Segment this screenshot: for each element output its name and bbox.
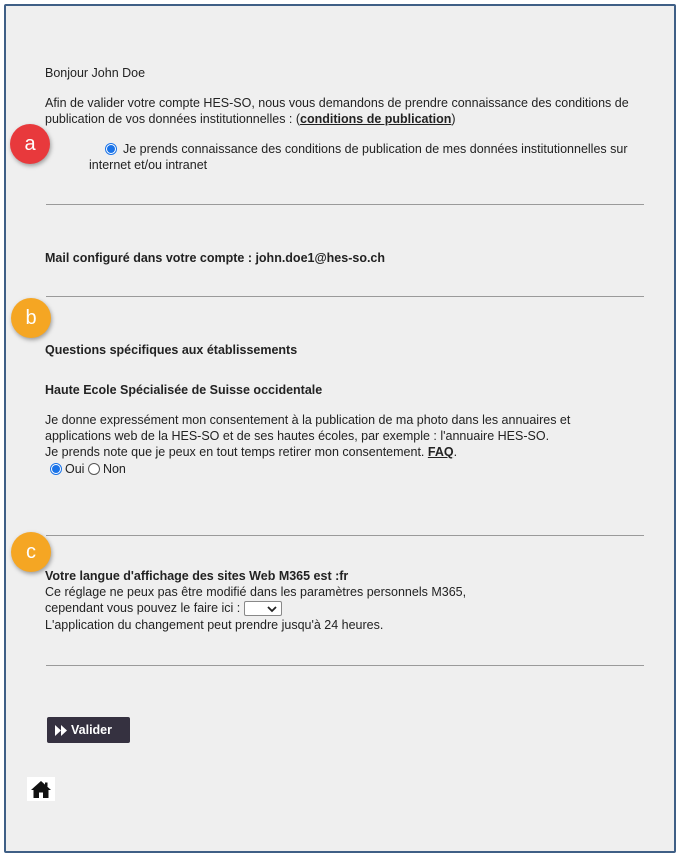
fast-forward-icon [55, 725, 67, 736]
language-select[interactable] [244, 601, 282, 616]
language-line-2-row [45, 600, 605, 617]
language-line-3: L'application du changement peut prendre jusqu'à 24 heures. [45, 618, 384, 632]
greeting: Bonjour John Doe [45, 66, 146, 80]
acknowledge-row [89, 141, 644, 173]
faq-after: . [453, 445, 458, 459]
intro-paragraph [45, 95, 635, 127]
intro-close: ) [451, 112, 456, 126]
acknowledge-radio[interactable] [105, 143, 117, 155]
specific-questions-heading: Questions spécifiques aux établissements [45, 343, 298, 357]
radio-non[interactable] [88, 463, 100, 475]
consent-text [45, 412, 605, 460]
consent-line-2: Je prends note que je peux en tout temps retirer mon consentement. [45, 445, 428, 459]
valider-button[interactable] [47, 717, 130, 743]
language-section [45, 568, 605, 633]
conditions-link[interactable]: conditions de publication [300, 112, 452, 126]
divider [46, 204, 644, 205]
faq-link[interactable]: FAQ [427, 445, 454, 459]
radio-non-label: Non [102, 462, 126, 476]
radio-oui[interactable] [50, 463, 62, 475]
language-heading: Votre langue d'affichage des sites Web M365 est :fr [45, 569, 349, 583]
consent-line-1: Je donne expressément mon consentement à la publication de ma photo dans les annuaires et applications web de la HES-SO et de ses hautes écoles, par exemple : l'annuaire HES-SO. [45, 413, 571, 443]
marker-b: b [11, 298, 51, 338]
divider [46, 665, 644, 666]
language-line-1: Ce réglage ne peux pas être modifié dans les paramètres personnels M365, [45, 585, 467, 599]
home-icon [31, 781, 51, 798]
marker-a: a [10, 124, 50, 164]
mail-configured: Mail configuré dans votre compte : john.doe1@hes-so.ch [45, 251, 386, 265]
divider [46, 535, 644, 536]
intro-text: Afin de valider votre compte HES-SO, nous vous demandons de prendre connaissance des conditions de publication de vos données institutionnelles : ( [45, 96, 629, 126]
marker-c: c [11, 532, 51, 572]
valider-label: Valider [71, 723, 112, 737]
radio-oui-label: Oui [65, 462, 85, 476]
home-button[interactable] [27, 777, 55, 801]
divider [46, 296, 644, 297]
school-heading: Haute Ecole Spécialisée de Suisse occidentale [45, 383, 323, 397]
photo-consent-options [50, 461, 126, 477]
acknowledge-label: Je prends connaissance des conditions de publication de mes données institutionnelles sur internet et/ou intranet [89, 142, 628, 172]
chevron-down-icon [267, 606, 277, 613]
language-line-2: cependant vous pouvez le faire ici : [45, 601, 241, 615]
